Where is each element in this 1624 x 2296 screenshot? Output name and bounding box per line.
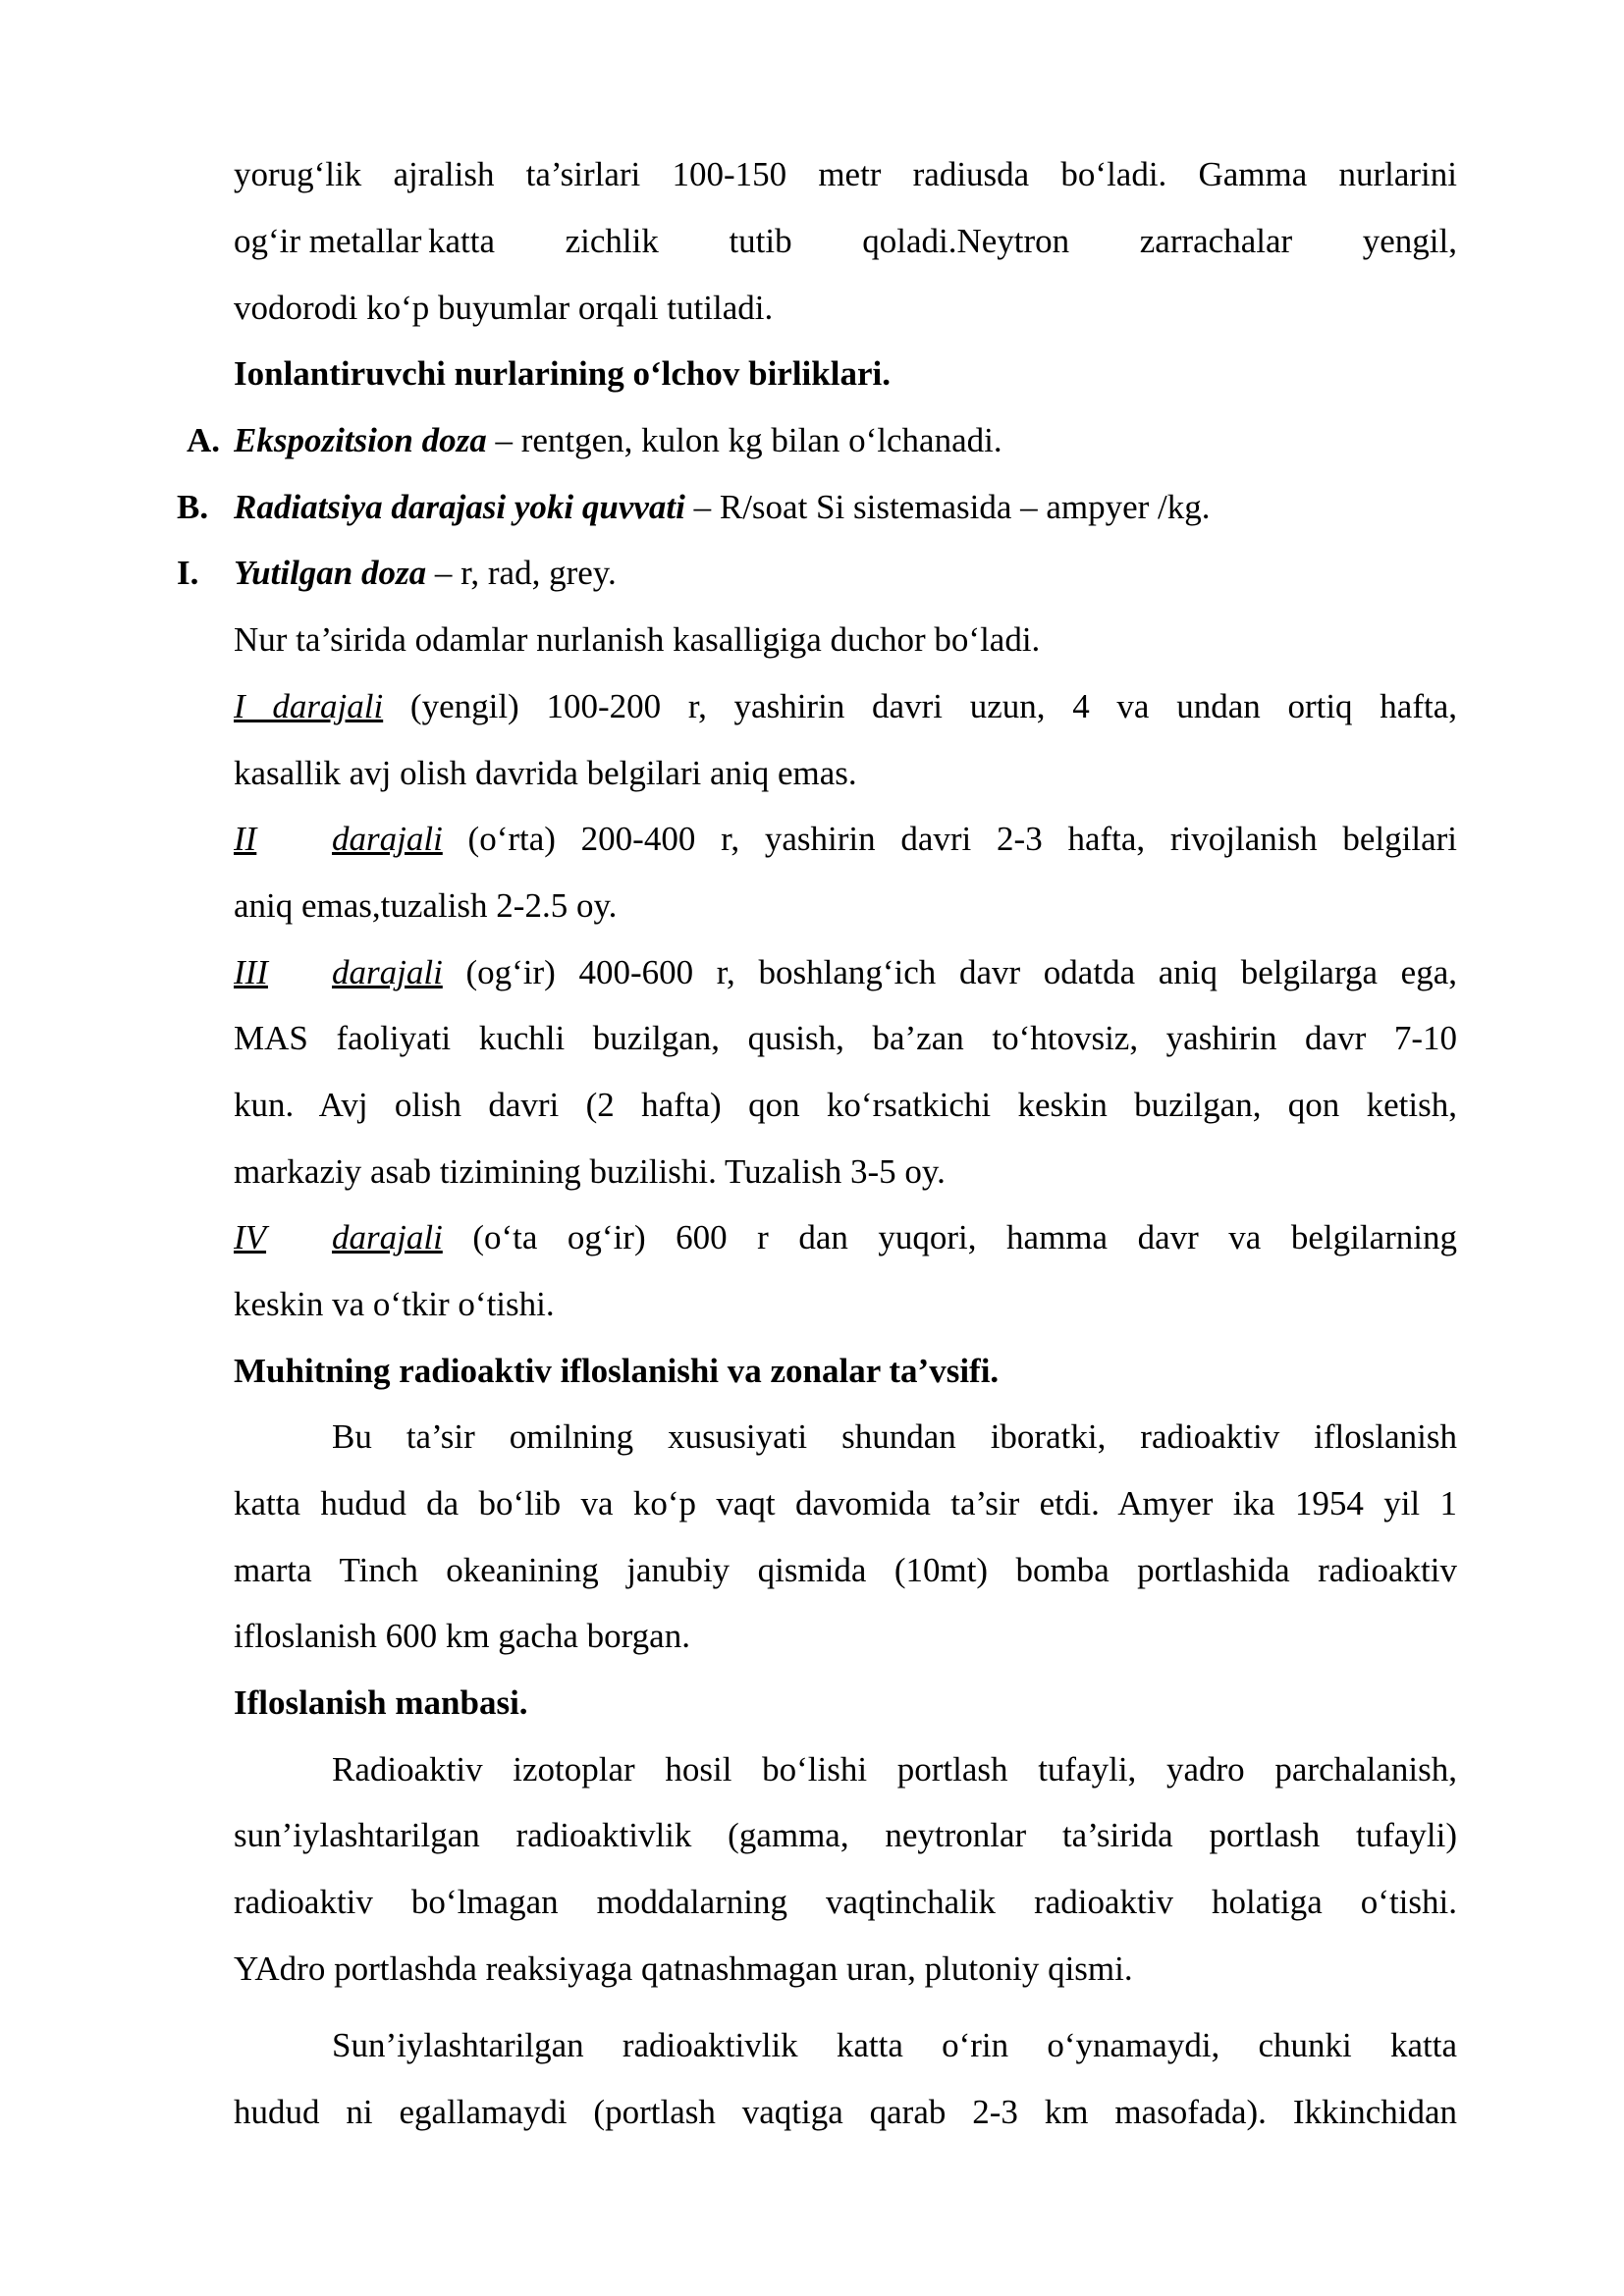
list-marker: A.	[187, 421, 221, 459]
degree-label: darajali	[332, 953, 443, 991]
text-line: aniq emas,tuzalish 2-2.5 oy.	[234, 886, 618, 925]
list-marker: B.	[177, 488, 209, 526]
list-item	[234, 420, 1457, 461]
degree-number: II	[234, 820, 257, 858]
text-line: YAdro portlashda reaksiyaga qatnashmagan uran, plutoniy qismi.	[234, 1949, 1133, 1988]
degree-label: darajali	[332, 820, 443, 858]
degree-line	[234, 686, 1457, 727]
term-definition: – rentgen, kulon kg bilan o‘lchanadi.	[486, 421, 1002, 459]
degree-description: (o‘rta) 200-400 r, yashirin davri 2-3 hafta, rivojlanish belgilari	[442, 820, 1457, 858]
text-line: markaziy asab tizimining buzilishi. Tuzalish 3-5 oy.	[234, 1152, 946, 1191]
text-line: vodorodi ko‘p buyumlar orqali tutiladi.	[234, 289, 774, 327]
text-line: MAS faoliyati kuchli buzilgan, qusish, ba’zan to‘htovsiz, yashirin davr 7-10	[234, 1019, 1457, 1057]
term-label: Yutilgan doza	[234, 554, 427, 592]
text-fragment: katta zichlik tutib qoladi.Neytron zarrachalar yengil,	[428, 222, 1457, 260]
degree-number: IV	[234, 1218, 267, 1256]
section-heading: Ionlantiruvchi nurlarining o‘lchov birliklari.	[234, 354, 891, 393]
text-fragment: og‘ir metallar	[234, 222, 422, 260]
degree-line	[234, 819, 1457, 860]
text-line: marta Tinch okeanining janubiy qismida (10mt) bomba portlashida radioaktiv	[234, 1551, 1457, 1589]
degree-line	[234, 1217, 1457, 1258]
text-line: Nur ta’sirida odamlar nurlanish kasalligiga duchor bo‘ladi.	[234, 620, 1041, 659]
text-line	[234, 221, 1457, 262]
list-item	[234, 487, 1457, 528]
list-marker: I.	[177, 554, 199, 592]
text-line: Bu ta’sir omilning xususiyati shundan iboratki, radioaktiv ifloslanish	[332, 1417, 1457, 1456]
section-heading: Muhitning radioaktiv ifloslanishi va zonalar ta’vsifi.	[234, 1352, 1000, 1390]
text-line: sun’iylashtarilgan radioaktivlik (gamma, neytronlar ta’sirida portlash tufayli)	[234, 1816, 1457, 1854]
degree-line	[234, 952, 1457, 993]
term-label: Ekspozitsion doza	[234, 421, 487, 459]
text-line: hudud ni egallamaydi (portlash vaqtiga qarab 2-3 km masofada). Ikkinchidan	[234, 2093, 1457, 2131]
degree-label: I darajali	[234, 687, 384, 725]
section-heading: Ifloslanish manbasi.	[234, 1683, 528, 1722]
text-line: kun. Avj olish davri (2 hafta) qon ko‘rsatkichi keskin buzilgan, qon ketish,	[234, 1086, 1457, 1124]
degree-description: (og‘ir) 400-600 r, boshlang‘ich davr odatda aniq belgilarga ega,	[442, 953, 1457, 991]
text-line: Sun’iylashtarilgan radioaktivlik katta o‘rin o‘ynamaydi, chunki katta	[332, 2026, 1457, 2064]
term-definition: – r, rad, grey.	[426, 554, 617, 592]
text-line: radioaktiv bo‘lmagan moddalarning vaqtinchalik radioaktiv holatiga o‘tishi.	[234, 1883, 1457, 1921]
text-line: kasallik avj olish davrida belgilari aniq emas.	[234, 754, 857, 792]
degree-label: darajali	[332, 1218, 443, 1256]
term-label: Radiatsiya darajasi yoki quvvati	[234, 488, 685, 526]
degree-number: III	[234, 953, 268, 991]
text-line: katta hudud da bo‘lib va ko‘p vaqt davomida ta’sir etdi. Amyer ika 1954 yil 1	[234, 1484, 1457, 1522]
text-line: ifloslanish 600 km gacha borgan.	[234, 1617, 690, 1655]
degree-description: (yengil) 100-200 r, yashirin davri uzun, 4 va undan ortiq hafta,	[383, 687, 1457, 725]
list-item	[234, 553, 1457, 594]
text-line: keskin va o‘tkir o‘tishi.	[234, 1285, 555, 1323]
text-line: yorug‘lik ajralish ta’sirlari 100-150 metr radiusda bo‘ladi. Gamma nurlarini	[234, 155, 1457, 193]
term-definition: – R/soat Si sistemasida – ampyer /kg.	[684, 488, 1211, 526]
degree-description: (o‘ta og‘ir) 600 r dan yuqori, hamma davr va belgilarning	[442, 1218, 1457, 1256]
text-line: Radioaktiv izotoplar hosil bo‘lishi portlash tufayli, yadro parchalanish,	[332, 1750, 1457, 1789]
